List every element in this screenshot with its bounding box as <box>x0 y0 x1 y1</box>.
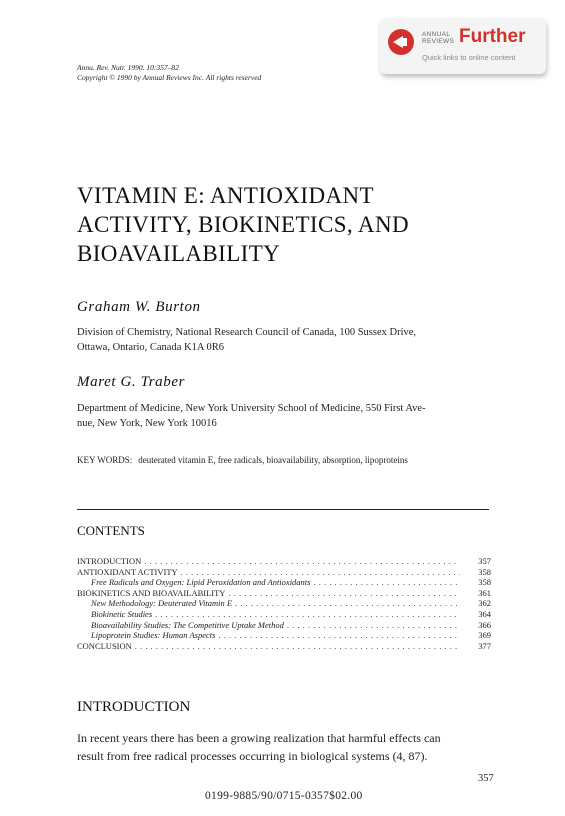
keywords-label: KEY WORDS: <box>77 455 133 465</box>
section-divider <box>77 509 489 510</box>
journal-citation <box>77 63 261 83</box>
table-of-contents <box>77 556 491 651</box>
further-links-badge[interactable] <box>380 18 546 74</box>
toc-entry-introduction[interactable] <box>77 556 491 567</box>
toc-entry-lipoprotein-studies[interactable] <box>77 630 491 641</box>
further-wordmark[interactable]: Further <box>459 26 526 47</box>
introduction-paragraph <box>77 730 491 765</box>
introduction-line-1: In recent years there has been a growing realization that harmful effects can <box>77 731 441 745</box>
toc-entry-label: BIOKINETICS AND BIOAVAILABILITY <box>77 587 226 598</box>
toc-leader-dots <box>135 641 460 652</box>
annual-reviews-logo <box>422 31 454 45</box>
affiliation-2-line-2: nue, New York, New York 10016 <box>77 417 217 429</box>
toc-entry-page: 364 <box>478 608 491 619</box>
annual-reviews-line2: REVIEWS <box>422 38 455 45</box>
keywords-value: deuterated vitamin E, free radicals, bioavailability, absorption, lipoproteins <box>138 455 408 465</box>
toc-entry-label: Free Radicals and Oxygen: Lipid Peroxidation and Antioxidants <box>91 577 311 588</box>
toc-entry-page: 366 <box>478 619 491 630</box>
toc-entry-label: INTRODUCTION <box>77 556 142 566</box>
toc-entry-page: 362 <box>478 598 491 609</box>
toc-entry-label: New Methodology: Deuterated Vitamin E <box>91 598 233 609</box>
title-line-2: ACTIVITY, BIOKINETICS, AND <box>77 212 409 237</box>
toc-leader-dots <box>235 598 460 609</box>
keywords <box>77 455 408 465</box>
author-affiliation-1 <box>77 326 497 355</box>
toc-leader-dots <box>181 567 460 578</box>
introduction-line-2: result from free radical processes occurring in biological systems (4, 87). <box>77 748 428 763</box>
toc-leader-dots <box>287 620 460 631</box>
affiliation-1-line-1: Division of Chemistry, National Research Council of Canada, 100 Sussex Drive, <box>77 327 417 338</box>
toc-leader-dots <box>313 577 460 588</box>
toc-entry-conclusion[interactable] <box>77 641 491 652</box>
citation-line-2: Copyright © 1990 by Annual Reviews Inc. All rights reserved <box>77 73 262 82</box>
toc-entry-bioavailability-studies[interactable] <box>77 620 491 631</box>
author-name-2: Maret G. Traber <box>77 374 186 390</box>
author-name-1: Graham W. Burton <box>77 299 201 315</box>
toc-entry-free-radicals[interactable] <box>77 577 491 588</box>
citation-line-1: Annu. Rev. Nutr. 1990. 10:357–82 <box>77 63 179 72</box>
affiliation-2-line-1: Department of Medicine, New York University School of Medicine, 550 First Ave- <box>77 403 426 414</box>
toc-entry-new-methodology[interactable] <box>77 598 491 609</box>
toc-entry-biokinetics-bioavailability[interactable] <box>77 588 491 599</box>
toc-entry-page: 369 <box>478 630 491 641</box>
toc-entry-page: 357 <box>478 556 491 566</box>
toc-entry-biokinetic-studies[interactable] <box>77 609 491 620</box>
affiliation-1-line-2: Ottawa, Ontario, Canada K1A 0R6 <box>77 341 224 353</box>
toc-leader-dots <box>228 588 460 599</box>
toc-entry-label: Bioavailability Studies: The Competitive Uptake Method <box>91 619 284 630</box>
toc-entry-label: ANTIOXIDANT ACTIVITY <box>77 566 178 577</box>
further-tagline: Quick links to online content <box>422 53 516 62</box>
toc-leader-dots <box>144 556 460 567</box>
toc-entry-page: 358 <box>478 566 491 577</box>
toc-entry-label: Biokinetic Studies <box>91 608 153 619</box>
title-line-3: BIOAVAILABILITY <box>77 241 281 266</box>
article-title <box>77 181 409 268</box>
page-number: 357 <box>478 773 494 784</box>
toc-entry-page: 361 <box>478 587 491 598</box>
toc-entry-page: 377 <box>478 640 491 651</box>
toc-entry-antioxidant-activity[interactable] <box>77 567 491 578</box>
toc-leader-dots <box>218 630 460 641</box>
toc-entry-label: CONCLUSION <box>77 640 132 651</box>
author-affiliation-2 <box>77 402 497 431</box>
introduction-heading: INTRODUCTION <box>77 699 191 715</box>
annual-reviews-line1: ANNUAL <box>422 31 451 38</box>
further-play-icon[interactable] <box>388 29 414 55</box>
toc-entry-label: Lipoprotein Studies: Human Aspects <box>91 630 216 641</box>
article-code: 0199-9885/90/0715-0357$02.00 <box>205 790 363 802</box>
toc-leader-dots <box>155 609 460 620</box>
toc-entry-page: 358 <box>478 577 491 588</box>
contents-heading: CONTENTS <box>77 523 145 538</box>
title-line-1: VITAMIN E: ANTIOXIDANT <box>77 183 374 208</box>
